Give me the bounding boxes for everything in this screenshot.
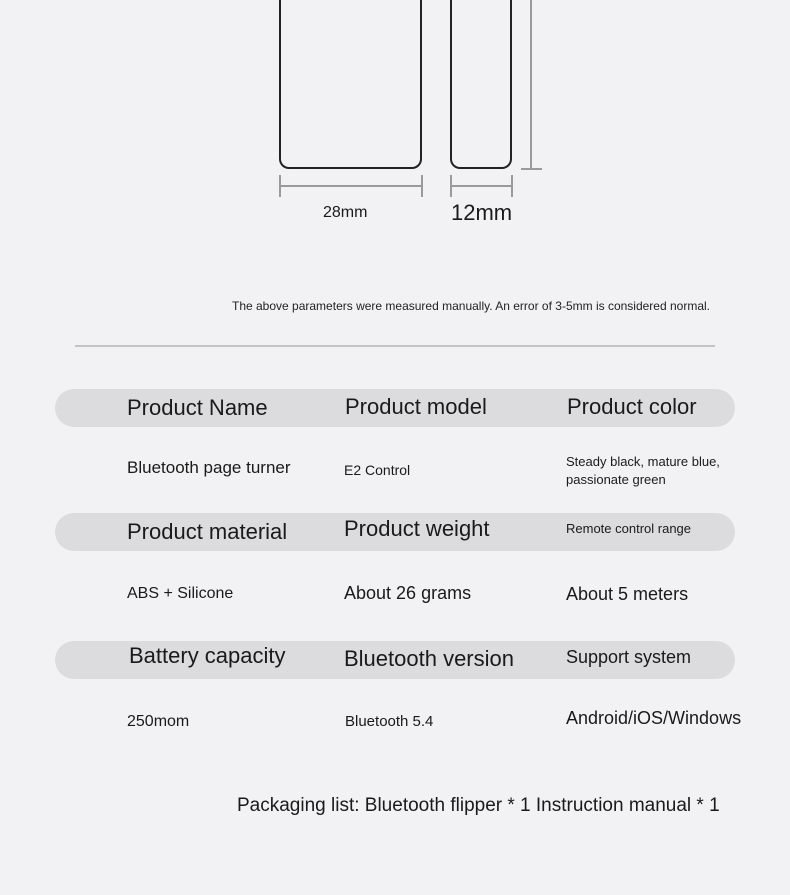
depth-dimension-line — [450, 185, 513, 187]
header-battery-capacity: Battery capacity — [129, 643, 286, 668]
device-side-outline — [450, 0, 512, 169]
height-dimension-line — [530, 0, 532, 169]
divider — [75, 345, 715, 347]
value-product-color: Steady black, mature blue, passionate green — [566, 454, 720, 487]
value-remote-range: About 5 meters — [566, 584, 689, 604]
height-dimension-tick — [521, 168, 542, 170]
depth-label: 12mm — [451, 200, 513, 225]
value-battery-capacity: 250mom — [127, 713, 190, 730]
value-product-weight: About 26 grams — [344, 583, 472, 603]
header-remote-range: Remote control range — [566, 521, 692, 536]
header-bluetooth-version: Bluetooth version — [344, 646, 514, 671]
header-product-weight: Product weight — [344, 516, 490, 541]
value-product-model: E2 Control — [344, 462, 411, 478]
value-support-system: Android/iOS/Windows — [566, 708, 742, 728]
value-product-material: ABS + Silicone — [127, 585, 234, 602]
header-product-model: Product model — [345, 394, 487, 419]
device-front-outline — [279, 0, 422, 169]
header-support-system: Support system — [566, 647, 692, 667]
packaging-list: Packaging list: Bluetooth flipper * 1 Instruction manual * 1 — [237, 795, 720, 816]
measurement-note: The above parameters were measured manually. An error of 3-5mm is considered normal. — [232, 299, 710, 313]
width-dimension-line — [279, 185, 423, 187]
width-label: 28mm — [323, 204, 368, 221]
header-product-name: Product Name — [127, 395, 268, 420]
header-product-material: Product material — [127, 519, 288, 544]
value-product-name: Bluetooth page turner — [127, 458, 291, 477]
header-product-color: Product color — [567, 394, 697, 419]
value-bluetooth-version: Bluetooth 5.4 — [345, 713, 434, 730]
